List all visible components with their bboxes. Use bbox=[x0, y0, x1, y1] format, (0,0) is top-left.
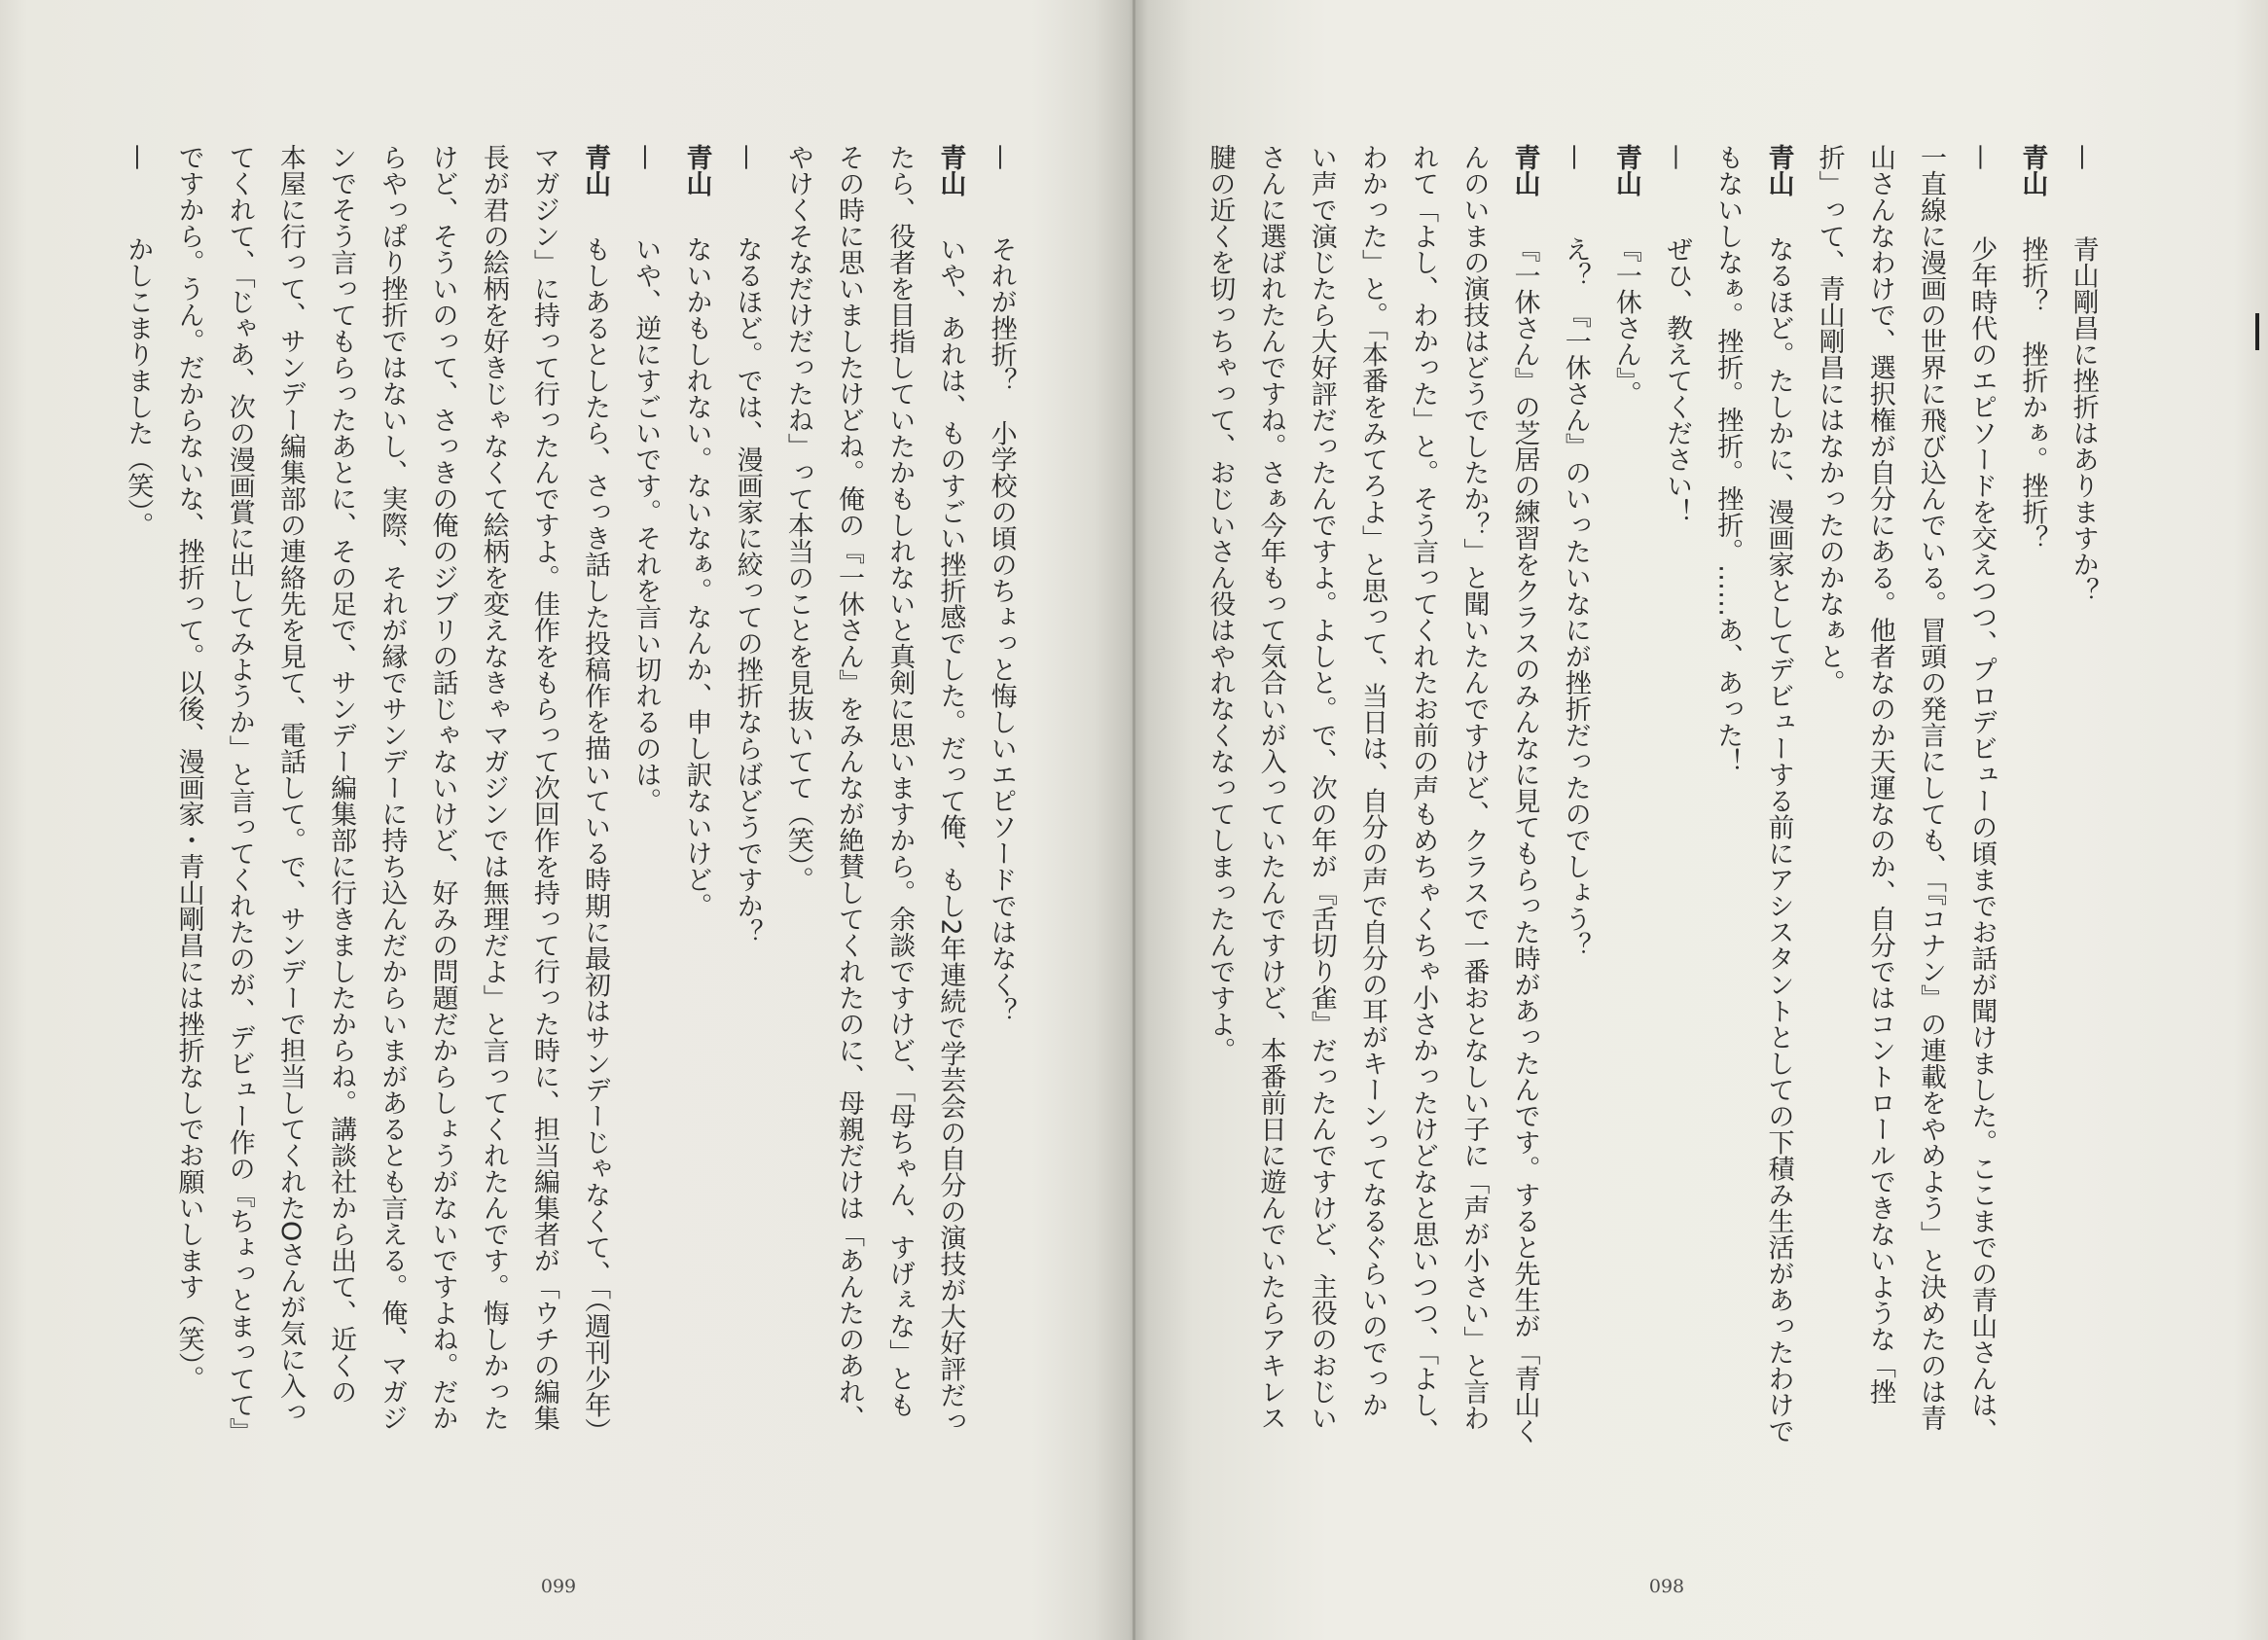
text-line bbox=[1854, 144, 1905, 1479]
text-line bbox=[1601, 144, 1651, 1479]
dialogue-dash: — bbox=[123, 144, 154, 170]
line-text: ぜひ、教えてください！ bbox=[1662, 235, 1693, 525]
text-line bbox=[1194, 144, 1244, 1479]
speaker-label: 青山 bbox=[1763, 144, 1794, 196]
line-text: んのいまの演技はどうでしたか？」と聞いたんですけど、クラスで一番おとなしい子に「声が小さい」と言わ bbox=[1458, 144, 1490, 1431]
text-line bbox=[924, 144, 975, 1479]
line-text: いや、あれは、ものすごい挫折感でした。だって俺、もし2年連続で学芸会の自分の演技が大好評だっ bbox=[935, 235, 966, 1435]
dialogue-dash: — bbox=[1966, 144, 1998, 170]
line-text: い声で演じたら大好評だったんですよ。よしと。で、次の年が『舌切り雀』だったんですけど、主役のおじい bbox=[1306, 144, 1337, 1431]
text-line bbox=[162, 144, 213, 1479]
text-line bbox=[1702, 144, 1752, 1479]
text-line bbox=[620, 144, 670, 1479]
text-line bbox=[519, 144, 569, 1479]
text-line bbox=[975, 144, 1026, 1479]
line-text: え？ 『一休さん』のいったいなにが挫折だったのでしょう？ bbox=[1560, 235, 1591, 958]
text-line bbox=[874, 144, 924, 1479]
page-number-left: 099 bbox=[540, 1576, 577, 1597]
text-line bbox=[1448, 144, 1498, 1479]
line-text: 一直線に漫画の世界に飛び込んでいる。冒頭の発言にしても、「『コナン』の連載をやめよう」と決めたのは青 bbox=[1916, 144, 1947, 1431]
line-text: 挫折？ 挫折かぁ。挫折？ bbox=[2017, 235, 2048, 552]
line-text: それが挫折？ 小学校の頃のちょっと悔しいエピソードではなく？ bbox=[986, 235, 1017, 1024]
text-line bbox=[1397, 144, 1448, 1479]
line-text: もしあるとしたら、さっき話した投稿作を描いている時期に最初はサンデーじゃなくて、「（週刊少年） bbox=[580, 235, 611, 1444]
line-text: らやっぱり挫折ではないし、実際、それが縁でサンデーに持ち込んだからいまがあるとも言える。俺、マガジ bbox=[377, 144, 408, 1431]
line-text: 『一休さん』。 bbox=[1610, 235, 1641, 407]
text-line bbox=[468, 144, 519, 1479]
speaker-label: 青山 bbox=[2017, 144, 2048, 196]
text-line bbox=[1347, 144, 1397, 1479]
line-text: けど、そういのって、さっきの俺のジブリの話じゃないけど、好みの問題だからしょうがないですよね。だか bbox=[427, 144, 458, 1431]
text-line bbox=[721, 144, 772, 1479]
line-text: 少年時代のエピソードを交えつつ、プロデビューの頃までお話が聞けました。ここまでの青山さんは、 bbox=[1966, 235, 1998, 1444]
dialogue-dash: — bbox=[1662, 144, 1693, 170]
speaker-label: 青山 bbox=[681, 144, 712, 196]
speaker-label: 青山 bbox=[935, 144, 966, 196]
text-line bbox=[1905, 144, 1956, 1479]
speaker-label: 青山 bbox=[580, 144, 611, 196]
text-line bbox=[569, 144, 620, 1479]
text-line bbox=[2057, 144, 2107, 1479]
text-line bbox=[1803, 144, 1854, 1479]
text-line bbox=[112, 144, 162, 1479]
text-line bbox=[1752, 144, 1803, 1479]
text-line bbox=[214, 144, 265, 1479]
line-text: たら、役者を目指していたかもしれないと真剣に思いますから。余談ですけど、「母ちゃん、すげぇな」とも bbox=[884, 144, 916, 1418]
line-text: もないしなぁ。挫折。挫折。挫折。……あ、あった！ bbox=[1712, 144, 1744, 774]
text-line bbox=[1651, 144, 1702, 1479]
page-number-right: 098 bbox=[1648, 1576, 1685, 1597]
dialogue-dash: — bbox=[986, 144, 1017, 170]
text-line bbox=[670, 144, 721, 1479]
line-text: 青山剛昌に挫折はありますか？ bbox=[2068, 235, 2099, 604]
line-text: さんに選ばれたんですね。さぁ今年もって気合いが入っていたんですけど、本番前日に遊んでいたらアキレス bbox=[1255, 144, 1286, 1431]
line-text: 折」って、青山剛昌にはなかったのかなぁと。 bbox=[1814, 144, 1845, 695]
line-text: わかった」と。「本番をみてろよ」と思って、当日は、自分の声で自分の耳がキーンってなるぐらいのでっか bbox=[1356, 144, 1387, 1418]
line-text: やけくそなだけだったね」って本当のことを見抜いてて（笑）。 bbox=[782, 144, 813, 893]
line-text: 『一休さん』の芝居の練習をクラスのみんなに見てもらった時があったんです。すると先生が「青山く bbox=[1509, 235, 1540, 1444]
text-line bbox=[366, 144, 416, 1479]
line-text: ですから。うん。だからないな、挫折って。以後、漫画家・青山剛昌には挫折なしでお願いします（笑）。 bbox=[173, 144, 204, 1392]
dialogue-dash: — bbox=[732, 144, 763, 170]
line-text: れて「よし、わかった」と。そう言ってくれたお前の声もめちゃくちゃ小さかったけどなと思いつつ、「よし、 bbox=[1408, 144, 1439, 1444]
line-text: かしこまりました（笑）。 bbox=[123, 235, 154, 538]
dialogue-dash: — bbox=[2068, 144, 2099, 170]
line-text: ないかもしれない。ないなぁ。なんか、申し訳ないけど。 bbox=[681, 235, 712, 919]
line-text: てくれて、「じゃあ、次の漫画賞に出してみようか」と言ってくれたのが、デビュー作の『ちょっとまってて』 bbox=[224, 144, 255, 1444]
line-text: なるほど。では、漫画家に絞っての挫折ならばどうですか？ bbox=[732, 235, 763, 945]
text-line bbox=[823, 144, 874, 1479]
text-line bbox=[1244, 144, 1295, 1479]
text-line bbox=[315, 144, 366, 1479]
text-line bbox=[1550, 144, 1601, 1479]
right-page-text bbox=[1194, 144, 2108, 1479]
line-text: 腱の近くを切っちゃって、おじいさん役はやれなくなってしまったんですよ。 bbox=[1205, 144, 1236, 1063]
line-text: ンでそう言ってもらったあとに、その足で、サンデー編集部に行きましたからね。講談社から出て、近くの bbox=[326, 144, 357, 1405]
dialogue-dash: — bbox=[1560, 144, 1591, 170]
line-text: 山さんなわけで、選択権が自分にある。他者なのか天運なのか、自分ではコントロールできないような「挫 bbox=[1864, 144, 1895, 1405]
text-line bbox=[265, 144, 315, 1479]
line-text: その時に思いましたけどね。俺の『一休さん』をみんなが絶賛してくれたのに、母親だけは「あんたのあれ、 bbox=[834, 144, 865, 1431]
speaker-label: 青山 bbox=[1610, 144, 1641, 196]
page-edge-mark bbox=[2255, 313, 2259, 350]
line-text: 長が君の絵柄を好きじゃなくて絵柄を変えなきゃマガジンでは無理だよ」と言ってくれたんです。悔しかった bbox=[478, 144, 509, 1431]
text-line bbox=[1498, 144, 1549, 1479]
dialogue-dash: — bbox=[630, 144, 662, 170]
text-line bbox=[2006, 144, 2057, 1479]
text-line bbox=[1956, 144, 2006, 1479]
text-line bbox=[1296, 144, 1347, 1479]
text-line bbox=[416, 144, 467, 1479]
speaker-label: 青山 bbox=[1509, 144, 1540, 196]
book-gutter bbox=[1133, 0, 1135, 1640]
line-text: 本屋に行って、サンデー編集部の連絡先を見て、電話して。で、サンデーで担当してくれたOさんが気に入っ bbox=[274, 144, 306, 1426]
line-text: なるほど。たしかに、漫画家としてデビューする前にアシスタントとしての下積み生活があったわけで bbox=[1763, 235, 1794, 1444]
text-line bbox=[773, 144, 823, 1479]
line-text: いや、逆にすごいです。それを言い切れるのは。 bbox=[630, 235, 662, 814]
left-page-text bbox=[112, 144, 1026, 1479]
line-text: マガジン」に持って行ったんですよ。佳作をもらって次回作を持って行った時に、担当編集者が「ウチの編集 bbox=[528, 144, 559, 1431]
